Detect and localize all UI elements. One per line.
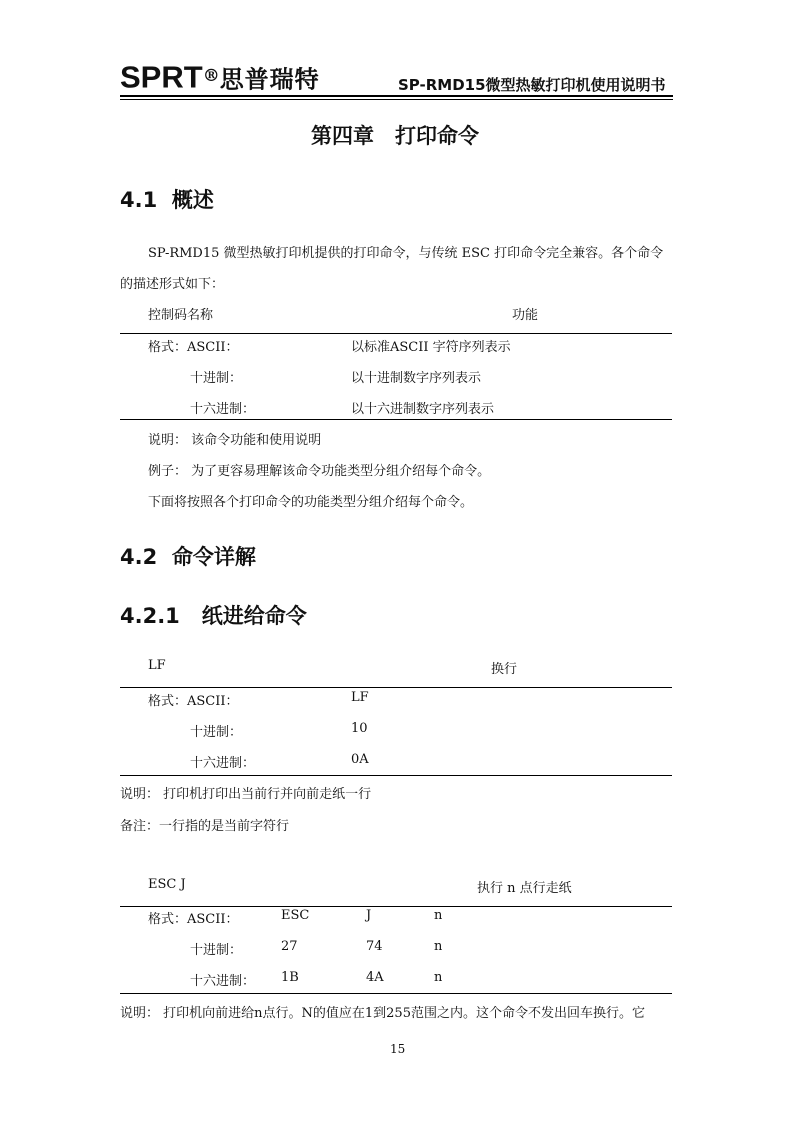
table-rule-bottom	[120, 419, 672, 420]
command-row-label: 十进制：	[190, 943, 243, 958]
command-row-label: 十六进制：	[190, 756, 256, 771]
brand-chinese: 思普瑞特	[219, 65, 320, 94]
command-rule-top	[120, 687, 672, 688]
header-rule	[120, 95, 673, 97]
command-row-code: 1B	[281, 970, 299, 985]
table-header-name: 控制码名称	[148, 308, 214, 323]
command-row-value: LF	[351, 690, 369, 705]
command-row-label: 十六进制：	[190, 974, 256, 989]
table-header-function: 功能	[512, 308, 539, 323]
note-description: 说明： 该命令功能和使用说明	[148, 433, 322, 448]
command-row-code: ESC	[281, 908, 310, 923]
command-row-param: n	[434, 939, 443, 954]
table-row-value: 以十六进制数字序列表示	[351, 402, 495, 417]
command-description: 说明： 打印机向前进给n点行。N的值应在1到255范围之内。这个命令不发出回车换行。它	[120, 1006, 645, 1021]
note-below: 下面将按照各个打印命令的功能类型分组介绍每个命令。	[148, 495, 474, 510]
table-rule-top	[120, 333, 672, 334]
section-number: 4.2	[120, 545, 158, 569]
command-row-value: 0A	[351, 752, 369, 767]
section-title: 概述	[171, 188, 214, 212]
command-rule-bottom	[120, 993, 672, 994]
command-rule-bottom	[120, 775, 672, 776]
header-rule-thin	[120, 99, 673, 100]
command-row-label: 十进制：	[190, 725, 243, 740]
command-row-code: J	[366, 908, 372, 923]
section-number: 4.1	[120, 188, 158, 212]
brand-latin: SPRT	[120, 59, 203, 95]
command-name: ESC J	[148, 877, 186, 892]
brand-registered-mark: ®	[202, 66, 220, 86]
command-row-code: 27	[281, 939, 298, 954]
section-heading-4-1	[120, 184, 214, 214]
command-row-code: 74	[366, 939, 383, 954]
command-row-label: 格式：ASCII：	[148, 694, 239, 709]
table-row-label: 格式：ASCII：	[148, 340, 239, 355]
note-example: 例子： 为了更容易理解该命令功能类型分组介绍每个命令。	[148, 464, 491, 479]
table-row-value: 以标准ASCII 字符序列表示	[351, 340, 511, 355]
overview-paragraph-line2: 的描述形式如下：	[120, 277, 225, 292]
command-remark: 备注：一行指的是当前字符行	[120, 819, 290, 834]
command-row-param: n	[434, 908, 443, 923]
command-rule-top	[120, 906, 672, 907]
document-title: SP-RMD15微型热敏打印机使用说明书	[398, 76, 666, 94]
table-row-value: 以十进制数字序列表示	[351, 371, 482, 386]
command-function: 换行	[491, 662, 518, 677]
command-row-param: n	[434, 970, 443, 985]
section-title: 命令详解	[171, 545, 256, 569]
page-number: 15	[390, 1042, 406, 1056]
command-name: LF	[148, 658, 166, 673]
command-row-code: 4A	[366, 970, 384, 985]
section-number: 4.2.1	[120, 604, 180, 628]
command-description: 说明： 打印机打印出当前行并向前走纸一行	[120, 787, 372, 802]
command-row-value: 10	[351, 721, 368, 736]
chapter-title: 第四章 打印命令	[311, 124, 479, 148]
section-title: 纸进给命令	[201, 604, 307, 628]
table-row-label: 十六进制：	[190, 402, 256, 417]
overview-paragraph-line1: SP-RMD15 微型热敏打印机提供的打印命令，与传统 ESC 打印命令完全兼容。各个命令	[148, 246, 664, 261]
command-row-label: 格式：ASCII：	[148, 912, 239, 927]
command-function: 执行 n 点行走纸	[477, 881, 572, 896]
section-heading-4-2-1	[120, 600, 307, 630]
section-heading-4-2	[120, 541, 256, 571]
table-row-label: 十进制：	[190, 371, 243, 386]
